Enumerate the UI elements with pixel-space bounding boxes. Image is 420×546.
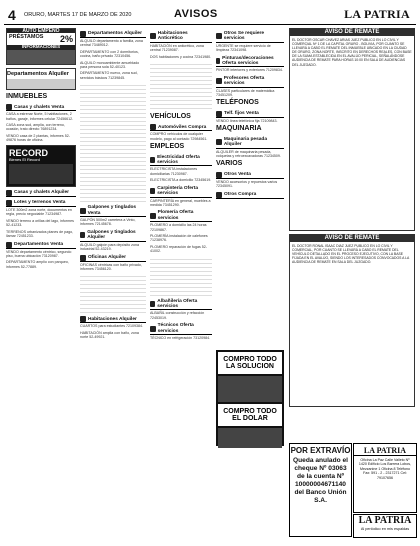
ad-title: Departamentos Alquiler xyxy=(7,70,69,77)
office-icon xyxy=(80,255,86,261)
category-header: MAQUINARIA xyxy=(216,125,262,133)
category-header: Albañilería Oferta servicios xyxy=(150,299,212,311)
land-icon xyxy=(6,200,12,206)
footer-tagline: Al periódico en mis espaldas xyxy=(360,527,410,531)
page-date: ORURO, MARTES 17 DE MARZO DE 2020 xyxy=(24,12,132,18)
ad-record xyxy=(6,145,76,187)
list-item: DEPARTAMENTO con 2 dormitorios, cocina, baño privado 72310456. xyxy=(80,49,139,59)
remate-title: AVISO DE REMATE xyxy=(289,28,415,36)
category-header: Habitaciones Alquiler xyxy=(80,316,146,323)
list-item: PLOMERO reparación de fugas 52-41002. xyxy=(150,244,207,254)
list-item: CLASES particulares de matemática 73451209. xyxy=(216,88,275,98)
footer-logo: LA PATRIA xyxy=(358,515,412,526)
legal-notices xyxy=(289,28,415,410)
list-item: HABITACIÓN en anticrético, zona central 71239087. xyxy=(150,43,204,53)
paint-icon xyxy=(216,58,220,64)
list-item: ALQUILO departamento a familia, zona central 73489012. xyxy=(80,39,143,48)
list-item: URGENTE se requiere servicio de limpieza 72341098. xyxy=(216,43,271,53)
list-item: VENDO terreno a orillas del lago, informes 52-41233. xyxy=(6,218,74,228)
ad-offer: 2% xyxy=(59,34,73,45)
category-header: Profesores Oferta servicios xyxy=(216,76,284,88)
cart-icon xyxy=(216,192,222,198)
list-item: HABITACIÓN amplia con baño, zona norte 52-49921. xyxy=(80,330,139,340)
warehouse-icon xyxy=(80,232,85,238)
banner-compro-todo-1: COMPRO TODO LA SOLUCION xyxy=(218,352,282,374)
category-header: VARIOS xyxy=(216,160,243,168)
category-header: Lotes y terrenos Venta xyxy=(6,200,76,207)
ad-title: AUTO EMPEÑO xyxy=(7,29,75,33)
category-header: Casas y chalets Alquiler xyxy=(6,190,76,197)
category-header: Telf. fijos Venta xyxy=(216,111,284,118)
list-item: CASA a estrenar Norte, 5 habitaciones, 2 baños, garaje, informes celular 72456612. xyxy=(6,112,74,121)
category-header: Maquinaria pesada Alquiler xyxy=(216,137,284,149)
list-item: ALBAÑIL construcción y refacción 72453019. xyxy=(150,311,205,320)
notice-body: Queda anulado el cheque Nº 03063 de la cuenta Nº 10000004671140 del Banco Unión S.A. xyxy=(293,457,348,504)
house-icon xyxy=(6,104,12,110)
phone-icon xyxy=(216,111,222,117)
brick-icon xyxy=(150,301,155,307)
category-header: Galpones y tinglados Venta xyxy=(80,205,146,217)
category-header: Otros Venta xyxy=(216,172,284,179)
services-icon xyxy=(216,33,222,39)
category-header: Otros Compra xyxy=(216,192,284,199)
category-header: VEHÍCULOS xyxy=(150,113,191,121)
list-item: VENDO departamento céntrico, segundo piso, buena ubicación 73120987. xyxy=(6,249,72,258)
list-item: VENDO accesorios y repuestos varios 72345091. xyxy=(216,179,278,189)
ad-subtitle: PRÉSTAMOS xyxy=(9,34,44,41)
compro-todo-banners xyxy=(216,350,284,446)
house-icon xyxy=(6,190,12,196)
column-4 xyxy=(216,28,284,200)
list-item: PLOMERO a domicilio las 24 horas 72109867. xyxy=(150,223,207,232)
saw-icon xyxy=(150,188,155,194)
category-header: Departamentos Alquiler xyxy=(80,31,146,38)
category-header: Habitaciones Anticrético xyxy=(150,31,212,43)
office-body: Oficina La Paz Calle Valleto Nº 1420 Edificio Los Barrera Lobos, Mezzanine 1 Oficina 8 Teléfono Fax: 591 - 2 - 2317271 Cel: 79107656 xyxy=(358,458,412,480)
page-number: 4 xyxy=(8,7,16,23)
category-header: Carpintería Oferta servicios xyxy=(150,186,212,198)
list-item: TÉCNICO en refrigeración 73120984. xyxy=(150,336,211,340)
category-header: EMPLEOS xyxy=(150,143,185,151)
brand-logo: LA PATRIA xyxy=(344,7,410,21)
category-header: Departamentos Venta xyxy=(6,242,76,249)
category-header: Galpones y tinglados Alquiler xyxy=(80,230,146,242)
category-header: TELÉFONOS xyxy=(216,99,259,107)
listing-filler xyxy=(80,273,146,313)
banner-compro-todo-2: COMPRO TODO EL DOLAR xyxy=(218,404,282,426)
ad-extra: INFORMACIONES xyxy=(7,45,75,49)
ad-auto-empeno xyxy=(6,28,76,65)
excavator-icon xyxy=(216,139,222,145)
ad-subtitle: Bienes El Record xyxy=(9,156,40,162)
ad-departamentos xyxy=(6,68,76,90)
list-item: OFICINAS céntricas con baño privado, informes 73456120. xyxy=(80,262,142,271)
list-item: CASA zona sud, amplia, con terreno, ocasión, trato directo 76891234. xyxy=(6,123,65,132)
category-header: Plomería Oferta servicios xyxy=(150,210,212,222)
category-header: Automóviles Compra xyxy=(150,124,212,131)
listing-filler xyxy=(150,256,212,296)
column-1 xyxy=(6,28,76,271)
list-item: VENDO casa de 2 plantas, informes 52-49876 horas de oficina. xyxy=(6,133,70,143)
notice-title: POR EXTRAVÍO xyxy=(290,446,351,455)
building-icon xyxy=(80,31,86,37)
bed-icon xyxy=(80,316,86,322)
category-header: Otros Se requiere servicios xyxy=(216,31,284,43)
column-3 xyxy=(150,28,212,342)
list-item: CARPINTERÍA en general, muebles a medida 73451290. xyxy=(150,198,211,207)
category-header: Oficinas Alquiler xyxy=(80,255,146,262)
list-item: DEPARTAMENTO amplio con parqueo, informes 52-77889. xyxy=(6,260,69,269)
ad-title: RECORD xyxy=(9,147,49,158)
list-item: PINTOR interiores y exteriores 71209834. xyxy=(216,68,283,73)
list-item: DEPARTAMENTO nuevo, zona sud, servicios básicos 71239845. xyxy=(80,71,138,80)
list-item: ALQUILO galpón para depósito zona industrial 52-43219. xyxy=(80,242,139,252)
wrench-icon xyxy=(150,213,156,219)
list-item: DOS habitaciones y cocina 72341980. xyxy=(150,54,212,59)
remate-title: AVISO DE REMATE xyxy=(289,234,415,242)
section-title: AVISOS xyxy=(174,8,218,20)
page-header xyxy=(4,6,416,25)
listing-filler xyxy=(80,82,146,202)
list-item: ELECTRICISTA instalaciones domiciliarias 71230987. xyxy=(150,167,198,176)
category-header: Electricidad Oferta servicios xyxy=(150,155,212,167)
office-info xyxy=(353,443,417,513)
list-item: CUARTOS para estudiantes 72109384. xyxy=(80,324,143,329)
list-item: ALQUILER de maquinaria pesada, volquetas y retroexcavadoras 71234509. xyxy=(216,149,281,158)
tools-icon xyxy=(150,326,156,332)
bolt-icon xyxy=(150,157,155,163)
list-item: PLOMERÍA instalación de calefones 71238976. xyxy=(150,233,208,243)
remate-text: EL DOCTOR RONAL ISAAC DIAZ JUEZ PUBLICO EN LO CIVIL Y COMERCIAL, POR CUANTO SE LLEVARÁ A CABO EL REMATE DEL VEHÍCULO DETALLADO EN EL PROCESO EJECUTIVO, CON LA BASE FIJADA EN EL AVALÚO, SIENDO LOS INTERESADOS CONVOCADOS A LA AUDIENCIA DE REMATE EN SALA DEL JUZGADO. xyxy=(289,242,415,407)
list-item: GALPÓN 500m2 carretera a Vinto, informes 72145678. xyxy=(80,218,136,227)
list-item: ALQUILO monoambiente amueblado para persona sola 52-40123. xyxy=(80,60,140,70)
warehouse-icon xyxy=(80,208,86,214)
car-icon xyxy=(150,124,156,130)
column-2 xyxy=(80,28,146,342)
list-item: TERRENOS urbanizados planes de pago, llamar 72451233. xyxy=(6,229,74,239)
list-item: LOTE 300m2 zona norte, documentos en regla, precio negociable 71234987. xyxy=(6,208,72,217)
list-item: VENDO línea telefónica fija 72109843. xyxy=(216,118,278,123)
category-header: Técnicos Oferta servicios xyxy=(150,323,212,335)
category-header: INMUEBLES xyxy=(6,92,48,100)
category-header: Pinturas/decoraciones Oferta servicios xyxy=(216,56,284,68)
box-icon xyxy=(216,172,222,178)
category-header: Casas y chalets Venta xyxy=(6,104,76,111)
teacher-icon xyxy=(216,78,222,84)
footer-brand xyxy=(353,514,417,538)
list-item: ELECTRICISTA a domicilio 72345619. xyxy=(150,178,212,183)
office-title: LA PATRIA xyxy=(354,446,416,456)
listing-filler xyxy=(150,61,212,111)
remate-text: EL DOCTOR OSCAR CHAVEZ ARIAS JUEZ PUBLICO EN LO CIVIL Y COMERCIAL Nº 1 DE LA CAPITAL ORURO - BOLIVIA, POR CUANTO SE LLEVARÁ A CABO EL REMATE DEL INMUEBLE UBICADO EN LA CIUDAD DE ORURO, ZONA NORTE, INSCRITO EN DERECHOS REALES, CON BASE DE LA SUMA ESTABLECIDA EN EL AVALÚO PERICIAL, SEÑALÁNDOSE AUDIENCIA DE REMATE PARA HORAS 10:00 EN SALA DE AUDIENCIAS DEL JUZGADO. xyxy=(289,36,415,231)
building-icon xyxy=(6,242,12,248)
lost-check-notice xyxy=(289,443,352,537)
list-item: COMPRO vehículos de cualquier modelo, pago al contado 72984561. xyxy=(150,132,208,141)
bed-icon xyxy=(150,33,156,39)
